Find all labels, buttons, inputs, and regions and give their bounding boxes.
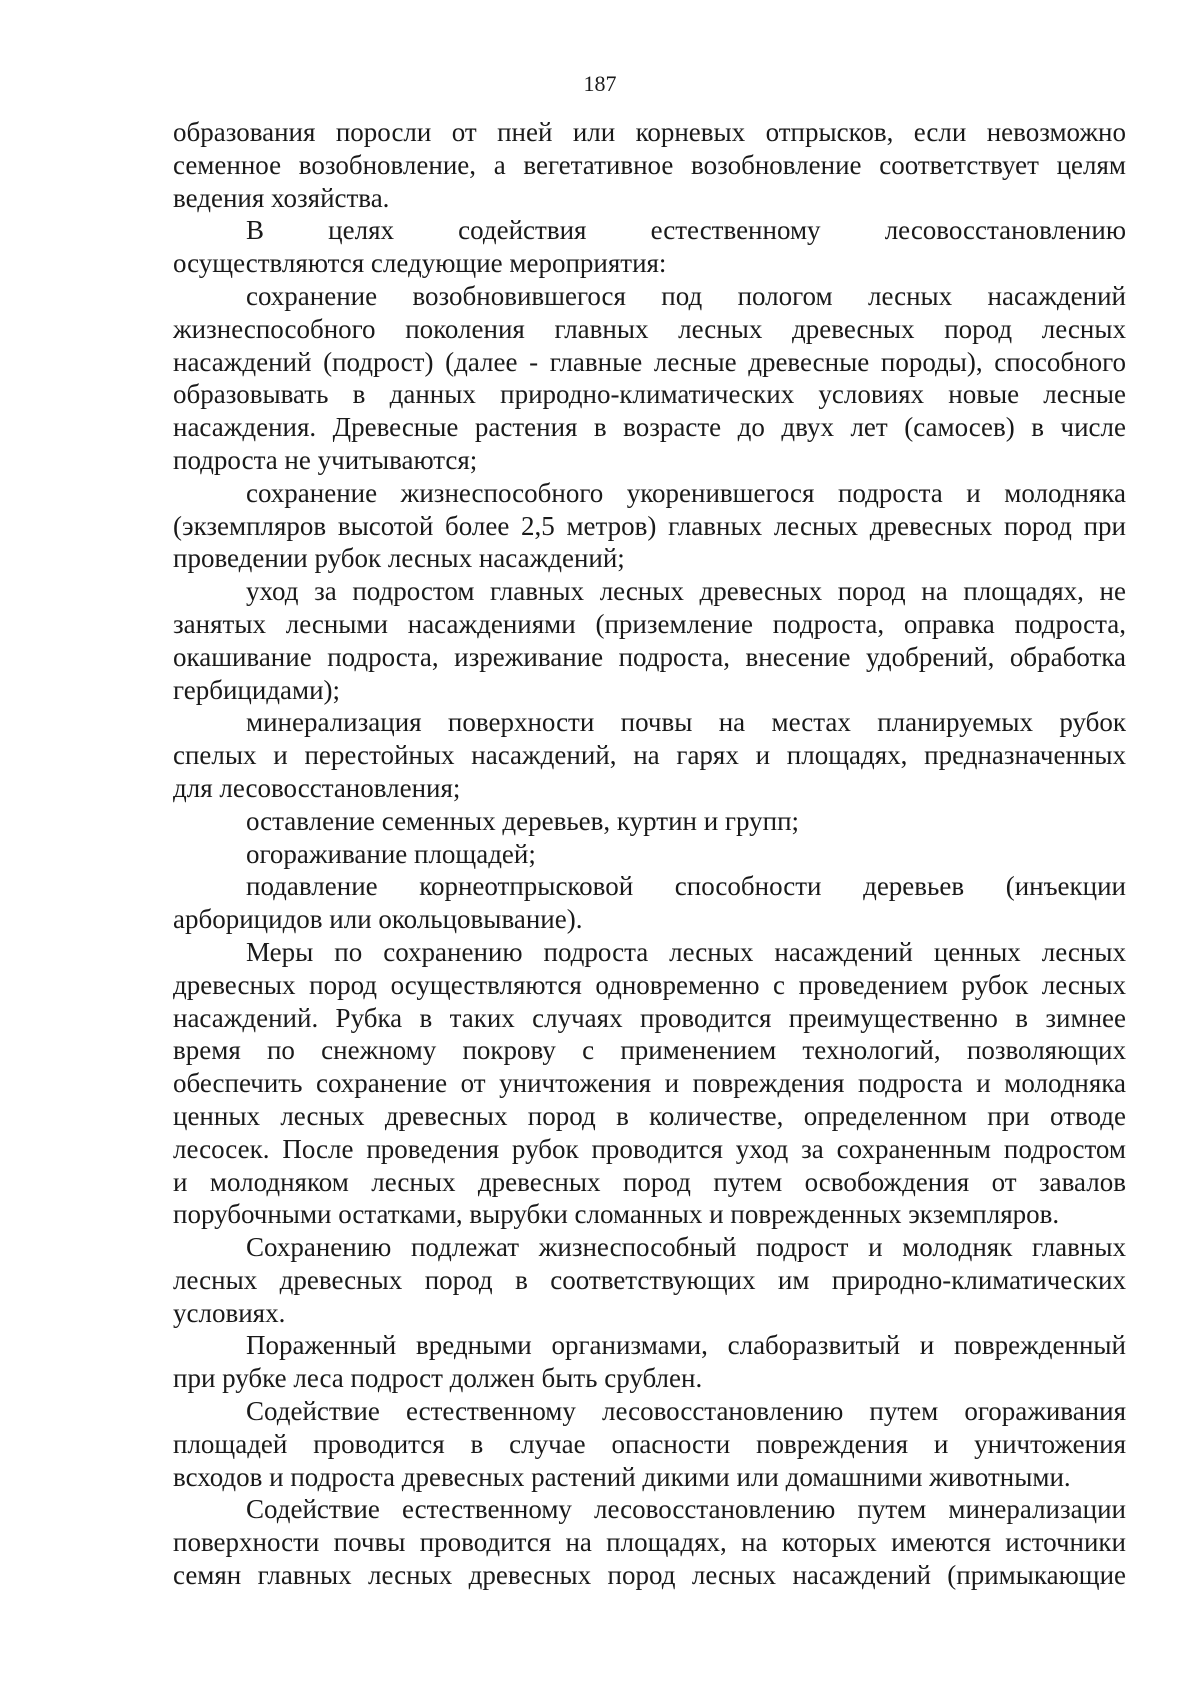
- text-line: огораживание площадей;: [246, 838, 536, 869]
- text-line: условиях.: [173, 1297, 286, 1328]
- list-item: [173, 575, 1126, 706]
- text-line: оставление семенных деревьев, куртин и групп;: [246, 805, 800, 836]
- text-line: осуществляются следующие мероприятия:: [173, 248, 667, 279]
- text-line: ведения хозяйства.: [173, 182, 390, 213]
- text-line: площадей проводится в случае опасности повреждения и уничтожения: [173, 1428, 1126, 1459]
- text-line: насаждения. Древесные растения в возрасте до двух лет (самосев) в числе: [173, 412, 1126, 443]
- text-line: семян главных лесных древесных пород лесных насаждений (примыкающие: [173, 1560, 1126, 1591]
- paragraph: [173, 1231, 1126, 1329]
- text-line: жизнеспособного поколения главных лесных древесных пород лесных: [173, 313, 1126, 344]
- paragraph-continuation: [173, 116, 1126, 214]
- text-line: порубочными остатками, вырубки сломанных и поврежденных экземпляров.: [173, 1199, 1060, 1230]
- text-line: и молодняком лесных древесных пород путем освобождения от завалов: [173, 1166, 1126, 1197]
- text-line: обеспечить сохранение от уничтожения и повреждения подроста и молодняка: [173, 1068, 1126, 1099]
- text-line: лесных древесных пород в соответствующих им природно-климатических: [173, 1264, 1126, 1295]
- text-line: ценных лесных древесных пород в количестве, определенном при отводе: [173, 1100, 1126, 1131]
- text-line: насаждений. Рубка в таких случаях проводится преимущественно в зимнее: [173, 1002, 1126, 1033]
- list-item: [173, 280, 1126, 477]
- text-line: занятых лесными насаждениями (приземление подроста, оправка подроста,: [173, 608, 1126, 639]
- text-line: спелых и перестойных насаждений, на гарях и площадях, предназначенных: [173, 740, 1126, 771]
- list-item: [173, 706, 1126, 804]
- text-line: всходов и подроста древесных растений дикими или домашними животными.: [173, 1461, 1071, 1492]
- text-line: уход за подростом главных лесных древесных пород на площадях, не: [246, 576, 1126, 607]
- text-line: гербицидами);: [173, 674, 341, 705]
- text-line: Пораженный вредными организмами, слаборазвитый и поврежденный: [246, 1330, 1126, 1361]
- list-item: [173, 838, 1126, 871]
- list-item: [173, 477, 1126, 575]
- text-line: Меры по сохранению подроста лесных насаждений ценных лесных: [246, 936, 1126, 967]
- text-line: сохранение жизнеспособного укоренившегося подроста и молодняка: [246, 477, 1126, 508]
- text-line: лесосек. После проведения рубок проводится уход за сохраненным подростом: [173, 1133, 1126, 1164]
- list-item: [173, 805, 1126, 838]
- text-line: Сохранению подлежат жизнеспособный подрост и молодняк главных: [246, 1232, 1126, 1263]
- text-line: В целях содействия естественному лесовосстановлению: [246, 215, 1126, 246]
- text-line: подавление корнеотпрысковой способности деревьев (инъекции: [246, 871, 1126, 902]
- text-line: образовывать в данных природно-климатических условиях новые лесные: [173, 379, 1126, 410]
- document-body: [173, 116, 1126, 1592]
- text-line: семенное возобновление, а вегетативное возобновление соответствует целям: [173, 149, 1126, 180]
- text-line: окашивание подроста, изреживание подроста, внесение удобрений, обработка: [173, 641, 1126, 672]
- text-line: при рубке леса подрост должен быть срублен.: [173, 1363, 703, 1394]
- text-line: Содействие естественному лесовосстановлению путем минерализации: [246, 1494, 1126, 1525]
- paragraph: [173, 936, 1126, 1231]
- text-line: для лесовосстановления;: [173, 772, 461, 803]
- text-line: проведении рубок лесных насаждений;: [173, 543, 625, 574]
- paragraph: [173, 1493, 1126, 1591]
- paragraph: [173, 1329, 1126, 1395]
- text-line: (экземпляров высотой более 2,5 метров) главных лесных древесных пород при: [173, 510, 1126, 541]
- text-line: минерализация поверхности почвы на местах планируемых рубок: [246, 707, 1126, 738]
- text-line: Содействие естественному лесовосстановлению путем огораживания: [246, 1396, 1126, 1427]
- paragraph: [173, 1395, 1126, 1493]
- list-item: [173, 870, 1126, 936]
- text-line: время по снежному покрову с применением технологий, позволяющих: [173, 1035, 1126, 1066]
- page-number: 187: [583, 71, 617, 96]
- text-line: сохранение возобновившегося под пологом лесных насаждений: [246, 280, 1126, 311]
- text-line: арборицидов или окольцовывание).: [173, 904, 583, 935]
- text-line: подроста не учитываются;: [173, 444, 478, 475]
- text-line: древесных пород осуществляются одновременно с проведением рубок лесных: [173, 969, 1126, 1000]
- text-line: насаждений (подрост) (далее - главные лесные древесные породы), способного: [173, 346, 1126, 377]
- text-line: поверхности почвы проводится на площадях, на которых имеются источники: [173, 1527, 1126, 1558]
- paragraph-measures-intro: [173, 214, 1126, 280]
- text-line: образования поросли от пней или корневых отпрысков, если невозможно: [173, 117, 1126, 147]
